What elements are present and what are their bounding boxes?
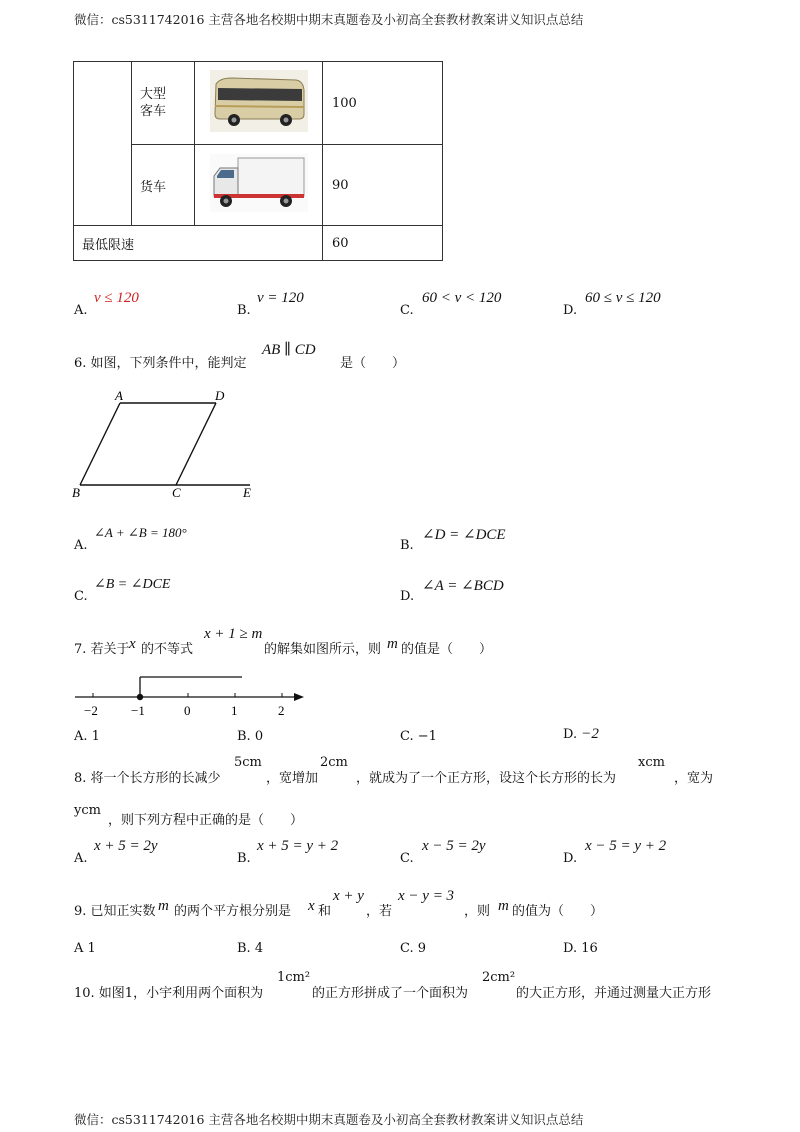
option-expr: ∠A = ∠BCD — [422, 578, 504, 594]
option-letter: C. — [400, 851, 414, 866]
table-row — [74, 62, 443, 145]
q9-text-3: 和 — [318, 904, 332, 919]
truck-image — [210, 154, 308, 212]
table-row — [74, 226, 443, 261]
q9-text-5: ，则 — [464, 904, 491, 919]
option-expr: x − 5 = 2y — [422, 838, 486, 854]
q8-expr-1: 5cm — [234, 755, 262, 770]
option-expr: 4 — [254, 941, 264, 956]
option-letter: A. — [74, 729, 88, 744]
option-expr: 0 — [254, 729, 264, 744]
q8-text-2: ，宽增加 — [266, 771, 319, 786]
option-expr: 1 — [91, 729, 100, 744]
q9-text-2: 的两个平方根分别是 — [174, 904, 292, 919]
option-letter: C. — [400, 729, 414, 744]
q8-text-5: ，则下列方程中正确的是（ ） — [108, 813, 304, 828]
option-letter: A — [74, 941, 84, 956]
q9-option-d[interactable] — [563, 941, 598, 956]
tick-label: −2 — [84, 703, 98, 718]
q9-stem — [74, 888, 694, 918]
option-letter: A. — [74, 851, 88, 866]
page-footer: 微信：cs5311742016 主营各地名校期中期末真题卷及小初高全套教材教案讲义知识点总结 — [74, 1112, 584, 1127]
q7-option-b[interactable] — [237, 729, 263, 744]
q9-text-6: 的值为（ ） — [512, 904, 604, 919]
option-letter: C. — [400, 941, 414, 956]
option-expr: −1 — [417, 729, 437, 744]
option-letter: A. — [74, 538, 88, 553]
option-expr: ∠D = ∠DCE — [422, 527, 506, 543]
q9-expr-2: x − y = 3 — [398, 888, 455, 904]
q9-option-b[interactable] — [237, 941, 263, 956]
option-letter: D. — [563, 941, 578, 956]
option-letter: D. — [563, 303, 578, 318]
option-letter: B. — [237, 729, 251, 744]
tick-label: −1 — [131, 703, 145, 718]
q7-text-4: 的值是（ ） — [401, 642, 493, 657]
vehicle-type-cell: 大型 客车 — [132, 62, 195, 145]
q7-text-1: 7. 若关于 — [74, 642, 130, 657]
q6-expr: AB ∥ CD — [262, 342, 316, 358]
truck-image-cell — [195, 145, 323, 226]
min-limit-value: 60 — [323, 226, 443, 261]
option-expr: x + 5 = y + 2 — [257, 838, 339, 854]
option-expr: v ≤ 120 — [94, 290, 139, 306]
option-letter: D. — [563, 851, 578, 866]
option-expr: 60 < v < 120 — [422, 290, 502, 306]
min-limit-label: 最低限速 — [74, 226, 323, 261]
option-expr: x − 5 = y + 2 — [585, 838, 667, 854]
q8-expr-2: 2cm — [320, 755, 348, 770]
q10-text-3: 的大正方形，并通过测量大正方形 — [516, 986, 712, 1001]
q7-expr: x + 1 ≥ m — [204, 626, 263, 642]
option-expr: x + 5 = 2y — [94, 838, 158, 854]
q8-expr-4: ycm — [74, 803, 101, 818]
q7-var-x: x — [129, 636, 136, 652]
vehicle-type-cell: 货车 — [132, 145, 195, 226]
option-letter: D. — [400, 589, 415, 604]
q7-option-d[interactable] — [563, 726, 599, 743]
tick-label: 0 — [184, 703, 191, 718]
bus-image — [210, 70, 308, 132]
q7-option-a[interactable] — [74, 729, 100, 744]
label-a: A — [115, 388, 123, 403]
q9-text-1: 9. 已知正实数 — [74, 904, 156, 919]
label-d: D — [215, 388, 225, 403]
q9-expr-1: x + y — [333, 888, 364, 904]
q9-option-c[interactable] — [400, 941, 426, 956]
option-letter: B. — [237, 941, 251, 956]
label-c: C — [172, 485, 181, 500]
q6-stem: 6. 如图，下列条件中，能判定 — [74, 356, 247, 371]
option-expr: ∠B = ∠DCE — [94, 577, 171, 592]
page-header: 微信：cs5311742016 主营各地名校期中期末真题卷及小初高全套教材教案讲义知识点总结 — [74, 12, 584, 27]
bus-image-cell — [195, 62, 323, 145]
tick-label: 2 — [278, 703, 285, 718]
q10-expr-1: 1cm² — [277, 970, 311, 985]
option-expr: ∠A + ∠B = 180° — [94, 525, 187, 540]
label-b: B — [72, 485, 80, 500]
bus-speed-cell: 100 — [323, 62, 443, 145]
option-letter: D. — [563, 727, 578, 742]
q7-var-m: m — [387, 636, 398, 652]
tick-label: 1 — [231, 703, 238, 718]
q10-text-1: 10. 如图1，小宇利用两个面积为 — [74, 986, 264, 1001]
option-letter: C. — [74, 589, 88, 604]
q8-text-1: 8. 将一个长方形的长减少 — [74, 771, 221, 786]
blank-cell — [74, 62, 132, 226]
q9-option-a[interactable] — [74, 941, 96, 956]
label-e: E — [243, 485, 251, 500]
option-expr: 16 — [581, 941, 598, 956]
q7-text-2: 的不等式 — [141, 642, 194, 657]
speed-limit-table — [73, 61, 443, 261]
option-letter: B. — [400, 538, 414, 553]
q10-stem — [74, 970, 764, 1000]
q10-text-2: 的正方形拼成了一个面积为 — [312, 986, 469, 1001]
q9-var-m: m — [158, 898, 169, 914]
q7-option-c[interactable] — [400, 729, 437, 744]
option-letter: A. — [74, 303, 88, 318]
option-expr: −2 — [581, 726, 599, 742]
q8-text-4: ，宽为 — [674, 771, 714, 786]
option-expr: v = 120 — [257, 290, 304, 306]
q10-expr-2: 2cm² — [482, 970, 516, 985]
q7-stem — [74, 626, 634, 656]
q9-text-4: ，若 — [366, 904, 393, 919]
option-expr: 60 ≤ v ≤ 120 — [585, 290, 661, 306]
q8-text-3: ，就成为了一个正方形，设这个长方形的长为 — [356, 771, 617, 786]
q6-tail: 是（ ） — [340, 356, 406, 371]
q9-var-x: x — [308, 898, 315, 914]
q9-var-m: m — [498, 898, 509, 914]
number-line — [70, 668, 310, 720]
option-expr: 1 — [87, 941, 96, 956]
q8-stem — [74, 755, 754, 830]
q8-expr-3: xcm — [638, 755, 665, 770]
option-letter: B. — [237, 303, 251, 318]
option-expr: 9 — [417, 941, 427, 956]
q7-text-3: 的解集如图所示，则 — [264, 642, 382, 657]
option-letter: C. — [400, 303, 414, 318]
option-letter: B. — [237, 851, 251, 866]
truck-speed-cell: 90 — [323, 145, 443, 226]
parallelogram-figure — [60, 385, 280, 503]
